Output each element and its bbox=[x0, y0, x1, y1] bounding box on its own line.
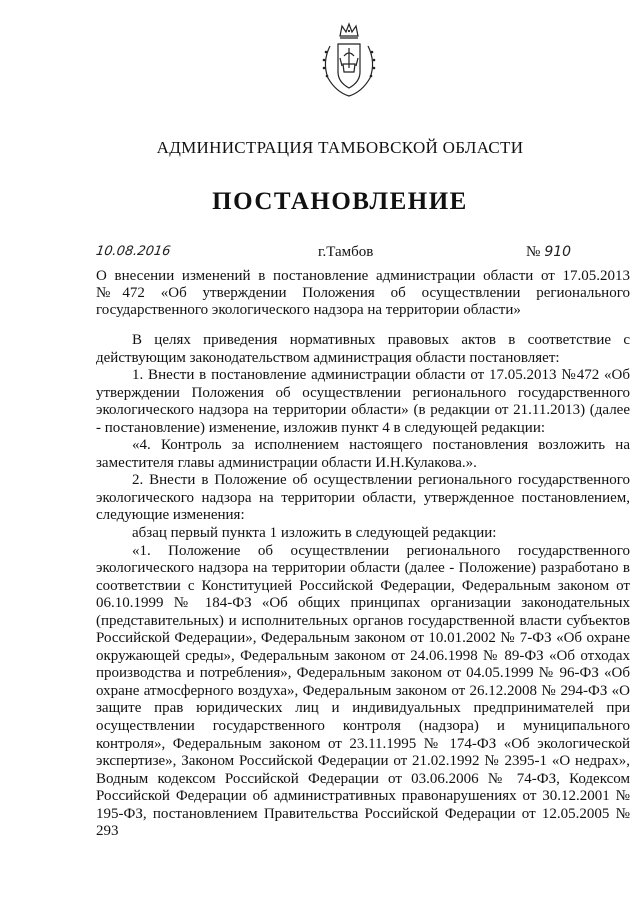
document-subject: О внесении изменений в постановление администрации области от 17.05.2013 №472 «Об утверждении Положения об осуществлении регионального государственного экологического надзора на территории области» bbox=[96, 268, 630, 318]
document-date: 10.08.2016 bbox=[94, 244, 172, 259]
body-paragraph: В целях приведения нормативных правовых актов в соответствие с действующим законодательством администрация области постановляет: bbox=[96, 332, 630, 366]
body-paragraph: абзац первый пункта 1 изложить в следующей редакции: bbox=[132, 525, 497, 542]
document-title: ПОСТАНОВЛЕНИЕ bbox=[212, 188, 468, 215]
document-city: г.Тамбов bbox=[318, 244, 374, 260]
body-paragraph: 2. Внести в Положение об осуществлении регионального государственного экологического надзора на территории области, утвержденное постановлением, следующие изменения: bbox=[96, 472, 630, 524]
number-label: № bbox=[526, 244, 541, 260]
body-paragraph: «1. Положение об осуществлении регионального государственного экологического надзора на территории области (далее - Положение) разработано в соответствии с Конституцией Российской Федерации, Федеральным законом от 06.10.1999 № 184-ФЗ «Об общих принципах организации законодательных (представительных) и исполнительных органов государственной власти субъектов Российской Федерации», Федеральным законом от 10.01.2002 № 7-ФЗ «Об охране окружающей среды», Федеральным законом от 24.06.1998 № 89-ФЗ «Об отходах производства и потребления», Федеральным законом от 04.05.1999 № 96-ФЗ «Об охране атмосферного воздуха», Федеральным законом от 26.12.2008 № 294-ФЗ «О защите прав юридических лиц и индивидуальных предпринимателей при осуществлении государственного контроля (надзора) и муниципального контроля», Федеральным законом от 23.11.1995 № 174-ФЗ «Об экологической экспертизе», Законом Российской Федерации от 21.02.1992 № 2395-1 «О недрах», Водным кодексом Российской Федерации от 03.06.2006 № 74-ФЗ, Кодексом Российской Федерации об административных правонарушениях от 30.12.2001 № 195-ФЗ, постановлением Правительства Российской Федерации от 12.05.2005 № 293 bbox=[96, 542, 630, 840]
document-body bbox=[96, 332, 630, 841]
document-number: 910 bbox=[544, 244, 572, 260]
coat-of-arms-emblem bbox=[318, 22, 380, 100]
body-paragraph: «4. Контроль за исполнением настоящего постановления возложить на заместителя главы администрации области И.Н.Кулакова.». bbox=[96, 437, 630, 471]
organization-name: АДМИНИСТРАЦИЯ ТАМБОВСКОЙ ОБЛАСТИ bbox=[156, 138, 524, 157]
body-paragraph: 1. Внести в постановление администрации области от 17.05.2013 №472 «Об утверждении Положения об осуществлении регионального государственного экологического надзора на территории области» (в редакции от 21.11.2013) (далее - постановление) изменение, изложив пункт 4 в следующей редакции: bbox=[96, 367, 630, 436]
document-number-block bbox=[526, 244, 571, 261]
